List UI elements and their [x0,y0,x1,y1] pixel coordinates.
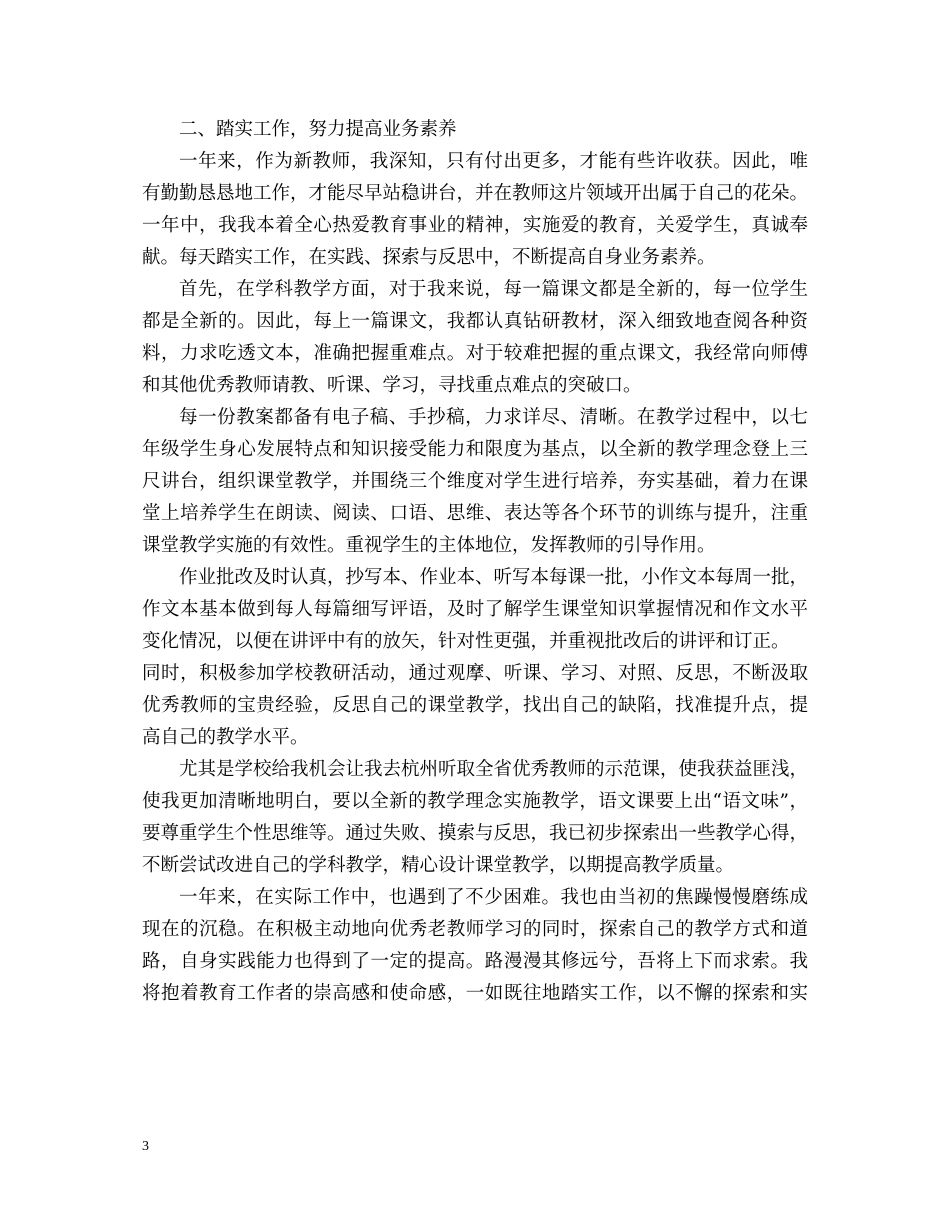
text-line: 尺讲台，组织课堂教学，并围绕三个维度对学生进行培养，夯实基础，着力在课 [142,471,808,492]
text-line: 一年来，作为新教师，我深知，只有付出更多，才能有些许收获。因此，唯 [179,151,808,172]
text-line: 现在的沉稳。在积极主动地向优秀老教师学习的同时，探索自己的教学方式和道 [142,919,808,940]
text-line: 同时，积极参加学校教研活动，通过观摩、听课、学习、对照、反思，不断汲取 [142,663,808,684]
document-body [142,114,808,1010]
text-line: 不断尝试改进自己的学科教学，精心设计课堂教学，以期提高教学质量。 [142,855,735,876]
text-line: 一年中，我我本着全心热爱教育事业的精神，实施爱的教育，关爱学生，真诚奉 [142,215,808,236]
page-number: 3 [142,1139,149,1154]
text-line: 一年来，在实际工作中，也遇到了不少困难。我也由当初的焦躁慢慢磨练成 [179,887,808,908]
paragraph [142,146,808,274]
text-line: 首先，在学科教学方面，对于我来说，每一篇课文都是全新的，每一位学生 [179,279,808,300]
text-line: 堂上培养学生在朗读、阅读、口语、思维、表达等各个环节的训练与提升，注重 [142,503,808,524]
text-line: 变化情况，以便在讲评中有的放矢，针对性更强，并重视批改后的讲评和订正。 [142,631,790,652]
text-line: 使我更加清晰地明白，要以全新的教学理念实施教学，语文课要上出“语文味”， [142,791,808,812]
paragraph [142,882,808,1010]
text-line: 都是全新的。因此，每上一篇课文，我都认真钻研教材，深入细致地查阅各种资 [142,311,808,332]
text-line: 献。每天踏实工作，在实践、探索与反思中，不断提高自身业务素养。 [142,247,716,268]
paragraph [142,274,808,402]
text-line: 将抱着教育工作者的崇高感和使命感，一如既往地踏实工作，以不懈的探索和实 [142,983,808,1004]
text-line: 课堂教学实施的有效性。重视学生的主体地位，发挥教师的引导作用。 [142,535,716,556]
text-line: 尤其是学校给我机会让我去杭州听取全省优秀教师的示范课，使我获益匪浅， [179,759,808,780]
text-line: 要尊重学生个性思维等。通过失败、摸索与反思，我已初步探索出一些教学心得， [142,823,808,844]
text-line: 二、踏实工作，努力提高业务素养 [179,119,457,140]
text-line: 有勤勤恳恳地工作，才能尽早站稳讲台，并在教师这片领域开出属于自己的花朵。 [142,183,808,204]
paragraph [142,402,808,562]
text-line: 作文本基本做到每人每篇细写评语，及时了解学生课堂知识掌握情况和作文水平 [142,599,808,620]
text-line: 每一份教案都备有电子稿、手抄稿，力求详尽、清晰。在教学过程中，以七 [179,407,808,428]
text-line: 作业批改及时认真，抄写本、作业本、听写本每课一批，小作文本每周一批， [179,567,808,588]
section-heading [142,114,808,146]
paragraph [142,754,808,882]
paragraph [142,562,808,754]
text-line: 料，力求吃透文本，准确把握重难点。对于较难把握的重点课文，我经常向师傅 [142,343,808,364]
text-line: 路，自身实践能力也得到了一定的提高。路漫漫其修远兮，吾将上下而求索。我 [142,951,808,972]
text-line: 和其他优秀教师请教、听课、学习，寻找重点难点的突破口。 [142,375,642,396]
text-line: 高自己的教学水平。 [142,727,309,748]
text-line: 优秀教师的宝贵经验，反思自己的课堂教学，找出自己的缺陷，找准提升点，提 [142,695,808,716]
text-line: 年级学生身心发展特点和知识接受能力和限度为基点，以全新的教学理念登上三 [142,439,808,460]
